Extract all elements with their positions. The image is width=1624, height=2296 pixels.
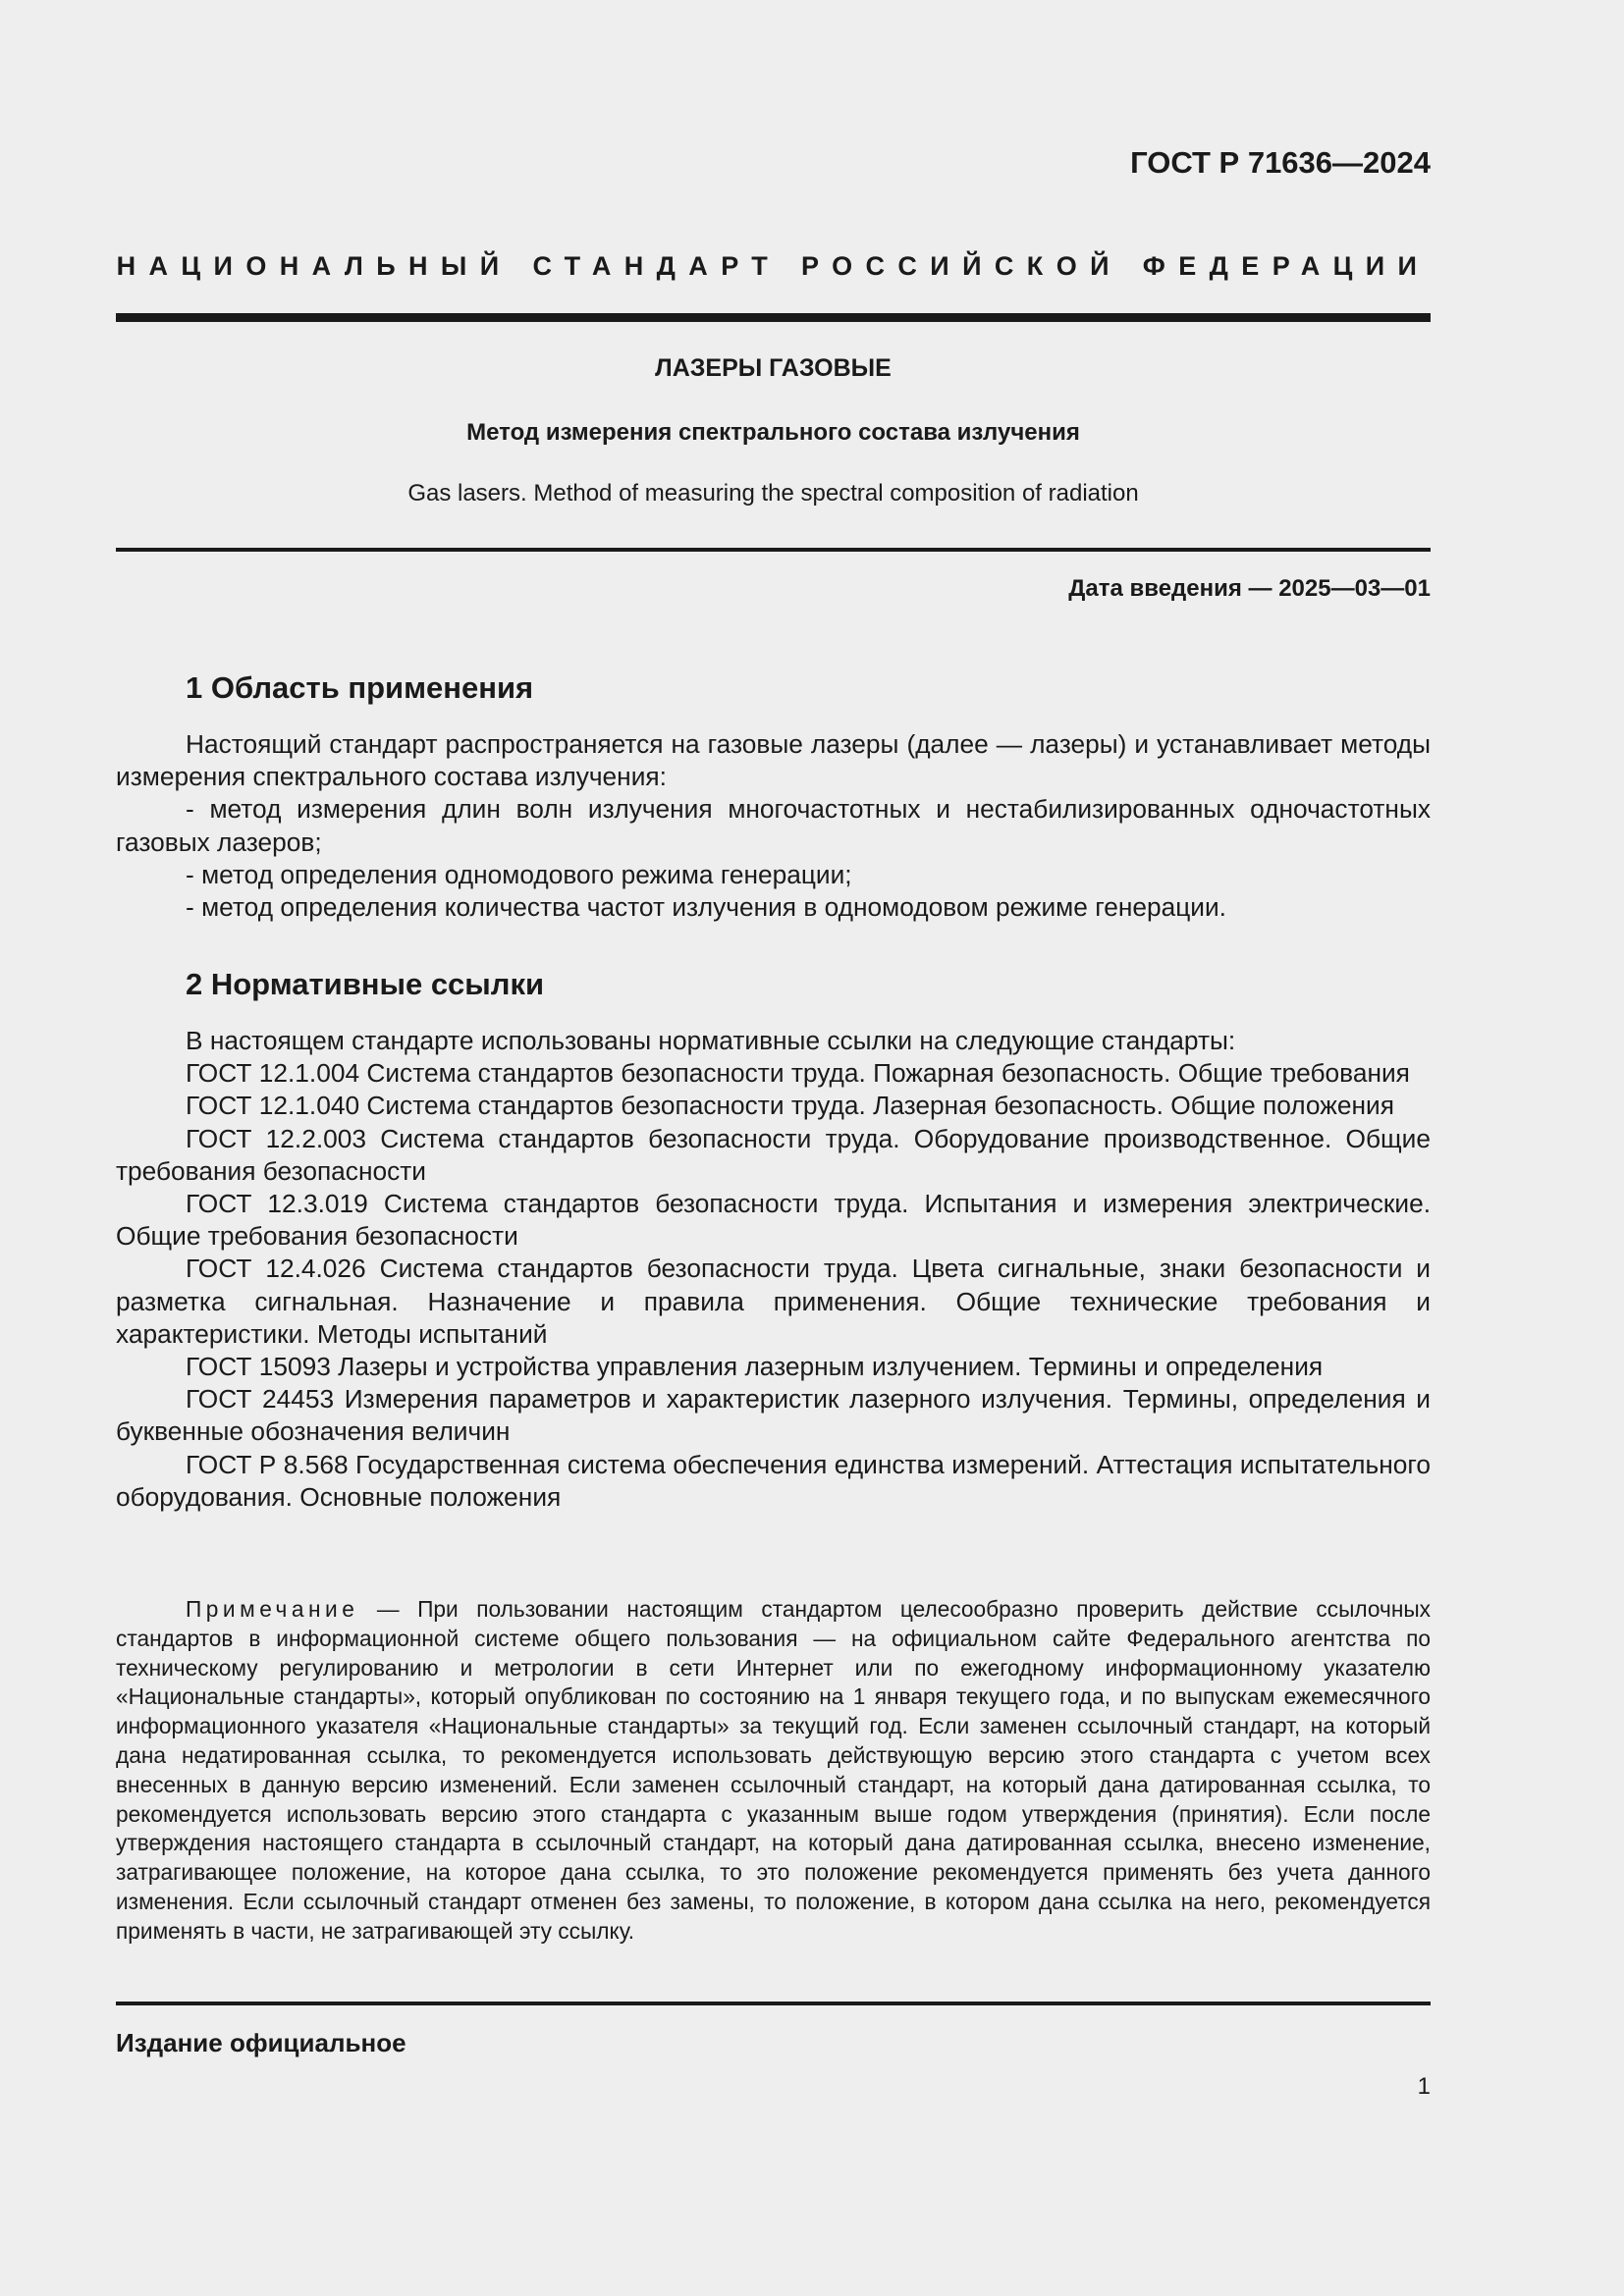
title-rule [116, 548, 1431, 552]
list-item: - метод определения количества частот излучения в одномодовом режиме генерации. [186, 892, 1226, 923]
reference-item: ГОСТ 12.3.019 Система стандартов безопасности труда. Испытания и измерения электрические. Общие требования безопасности [116, 1189, 1431, 1252]
note-text: — При пользовании настоящим стандартом целесообразно проверить действие ссылочных стандартов в информационной системе общего пользования — на официальном сайте Федерального агентства по техническому регулированию и метрологии в сети Интернет или по ежегодному информационному указателю «Национальные стандарты», который опубликован по состоянию на 1 января текущего года, и по выпускам ежемесячного информационного указателя «Национальные стандарты» за текущий год. Если заменен ссылочный стандарт, на который дана недатированная ссылка, то рекомендуется использовать действующую версию этого стандарта с учетом всех внесенных в данную версию изменений. Если заменен ссылочный стандарт, на который дана датированная ссылка, то рекомендуется использовать версию этого стандарта с указанным выше годом утверждения (принятия). Если после утверждения настоящего стандарта в ссылочный стандарт, на который дана датированная ссылка, внесено изменение, затрагивающее положение, на которое дана ссылка, то это положение рекомендуется применять без учета данного изменения. Если ссылочный стандарт отменен без замены, то положение, в котором дана ссылка на него, рекомендуется применять в части, не затрагивающей эту ссылку. [116, 1596, 1431, 1944]
document-subtitle: Метод измерения спектрального состава излучения [466, 419, 1080, 446]
edition-label: Издание официальное [116, 2028, 406, 2057]
section-2-body [116, 1025, 1431, 1514]
reference-item: ГОСТ 12.2.003 Система стандартов безопасности труда. Оборудование производственное. Общие требования безопасности [116, 1123, 1431, 1186]
reference-item: ГОСТ 24453 Измерения параметров и характеристик лазерного излучения. Термины, определения и буквенные обозначения величин [116, 1384, 1431, 1447]
note-label: Примечание [186, 1596, 359, 1622]
page-number: 1 [1417, 2073, 1431, 2100]
doc-number: ГОСТ Р 71636—2024 [1130, 145, 1431, 180]
document-title: ЛАЗЕРЫ ГАЗОВЫЕ [655, 354, 892, 382]
list-item: - метод измерения длин волн излучения многочастотных и нестабилизированных одночастотных газовых лазеров; [116, 794, 1431, 857]
national-standard-title: НАЦИОНАЛЬНЫЙ СТАНДАРТ РОССИЙСКОЙ ФЕДЕРАЦИИ [116, 251, 1431, 281]
header-rule [116, 313, 1431, 322]
reference-item: ГОСТ 12.1.004 Система стандартов безопасности труда. Пожарная безопасность. Общие требования [186, 1058, 1410, 1089]
section-1-body [116, 728, 1431, 924]
intro-date: Дата введения — 2025—03—01 [1068, 575, 1431, 602]
reference-item: ГОСТ Р 8.568 Государственная система обеспечения единства измерений. Аттестация испытательного оборудования. Основные положения [116, 1449, 1431, 1512]
section-2-intro: В настоящем стандарте использованы нормативные ссылки на следующие стандарты: [186, 1026, 1236, 1055]
reference-item: ГОСТ 15093 Лазеры и устройства управления лазерным излучением. Термины и определения [186, 1352, 1324, 1382]
reference-item: ГОСТ 12.4.026 Система стандартов безопасности труда. Цвета сигнальные, знаки безопасности и разметка сигнальная. Назначение и правила применения. Общие технические требования и характеристики. Методы испытаний [116, 1254, 1431, 1349]
section-1-heading: 1 Область применения [186, 670, 534, 705]
section-1-paragraph: Настоящий стандарт распространяется на газовые лазеры (далее — лазеры) и устанавливает методы измерения спектрального состава излучения: [116, 729, 1431, 792]
reference-note [116, 1595, 1431, 1947]
list-item: - метод определения одномодового режима генерации; [186, 859, 852, 889]
reference-item: ГОСТ 12.1.040 Система стандартов безопасности труда. Лазерная безопасность. Общие положения [186, 1091, 1394, 1121]
footer-rule [116, 2002, 1431, 2005]
english-title: Gas lasers. Method of measuring the spectral composition of radiation [407, 480, 1139, 507]
section-2-heading: 2 Нормативные ссылки [186, 967, 545, 1001]
